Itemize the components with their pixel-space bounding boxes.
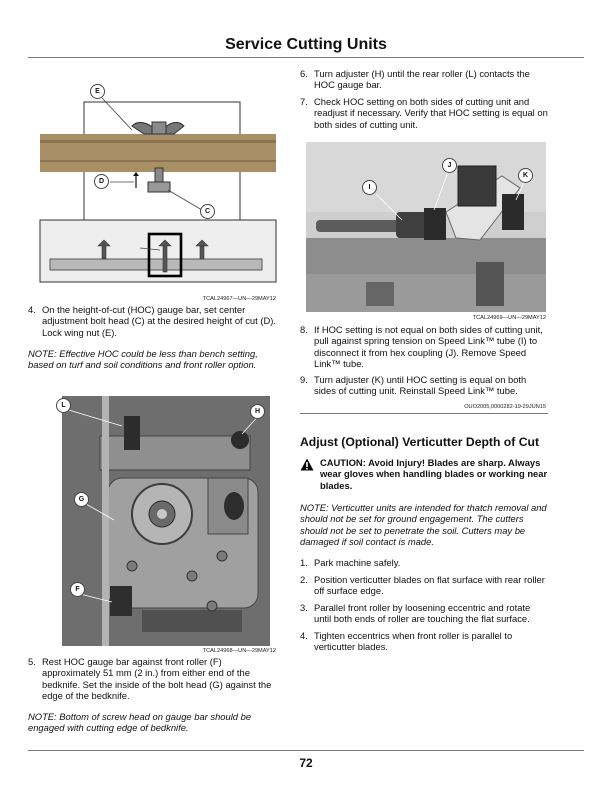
callout-f: F [70, 582, 85, 597]
speed-link-illustration [306, 142, 546, 312]
callout-i: I [362, 180, 377, 195]
figure-caption: TCAL24967—UN—29MAY12 [202, 296, 276, 302]
warning-icon [300, 458, 314, 471]
step-text: Tighten eccentrics when front roller is parallel to verticutter blades. [314, 630, 513, 653]
callout-l: L [56, 398, 71, 413]
callout-d: D [94, 174, 109, 189]
step-number: 5. [28, 656, 36, 667]
callout-j: J [442, 158, 457, 173]
step-text: Rest HOC gauge bar against front roller (F) approximately 51 mm (2 in.) from either end of the bedknife. Set the inside of the bolt head (G) against the edge of the bedknife. [42, 656, 272, 702]
callout-c: C [200, 204, 215, 219]
step-number: 9. [300, 374, 308, 385]
step-text: Check HOC setting on both sides of cutting unit and readjust if necessary. Verify that HOC setting is equal on both sides of cutting unit. [314, 96, 548, 130]
front-roller-illustration [62, 396, 270, 646]
verticutter-step-4 [300, 630, 550, 653]
step-number: 4. [300, 630, 308, 641]
step-text: On the height-of-cut (HOC) gauge bar, set center adjustment bolt head (C) at the desired height of cut (D). Lock wing nut (E). [42, 304, 276, 338]
section-heading: Adjust (Optional) Verticutter Depth of Cut [300, 435, 540, 449]
step-6 [300, 68, 550, 91]
step-text: Turn adjuster (K) until HOC setting is equal on both sides of cutting unit. Reinstall Speed Link™ tube. [314, 374, 527, 397]
caution-block [300, 457, 552, 491]
step-text: Turn adjuster (H) until the rear roller (L) contacts the HOC gauge bar. [314, 68, 530, 91]
page-number: 72 [299, 756, 313, 770]
step-8 [300, 324, 550, 370]
reference-code: OUO2005,0000282-19-29JUN15 [464, 404, 546, 410]
title-rule [28, 57, 584, 58]
verticutter-step-2 [300, 574, 550, 597]
callout-h: H [250, 404, 265, 419]
note-effective-hoc: NOTE: Effective HOC could be less than bench setting, based on turf and soil conditions and front roller option. [28, 348, 258, 371]
step-4 [28, 304, 278, 338]
step-number: 7. [300, 96, 308, 107]
caution-text: CAUTION: Avoid Injury! Blades are sharp. Always wear gloves when handling blades or working near blades. [320, 457, 548, 491]
note-verticutter: NOTE: Verticutter units are intended for thatch removal and should not be set for ground engagement. The cutters should not be set to penetrate the soil. Cutters may be damaged if soil contact is made. [300, 502, 547, 548]
verticutter-step-3 [300, 602, 550, 625]
section-rule [300, 413, 548, 414]
step-text: Park machine safely. [314, 557, 401, 568]
gauge-bar-illustration [40, 68, 276, 292]
callout-g: G [74, 492, 89, 507]
step-number: 4. [28, 304, 36, 315]
step-5 [28, 656, 278, 702]
step-text: If HOC setting is not equal on both sides of cutting unit, pull against spring tension on Speed Link™ tube (I) to disconnect it from hex coupling (J). Remove Speed Link™ tube. [314, 324, 543, 370]
figure-caption: TCAL24968—UN—29MAY12 [202, 648, 276, 654]
step-number: 8. [300, 324, 308, 335]
callout-k: K [518, 168, 533, 183]
figure-caption: TCAL24969—UN—29MAY12 [472, 315, 546, 321]
step-number: 6. [300, 68, 308, 79]
step-number: 1. [300, 557, 308, 568]
step-7 [300, 96, 550, 130]
hoc-gauge-bar-figure [40, 68, 276, 292]
step-number: 3. [300, 602, 308, 613]
note-screw-head: NOTE: Bottom of screw head on gauge bar should be engaged with cutting edge of bedknife. [28, 711, 252, 734]
step-9 [300, 374, 550, 397]
verticutter-step-1 [300, 557, 550, 568]
page-title: Service Cutting Units [225, 36, 387, 53]
front-roller-photo [62, 396, 270, 646]
step-text: Parallel front roller by loosening eccentric and rotate until both ends of roller are touching the flat surface. [314, 602, 531, 625]
callout-e: E [90, 84, 105, 99]
speed-link-photo [306, 142, 546, 312]
step-text: Position verticutter blades on flat surface with rear roller off surface edge. [314, 574, 545, 597]
footer-rule [28, 750, 584, 751]
step-number: 2. [300, 574, 308, 585]
